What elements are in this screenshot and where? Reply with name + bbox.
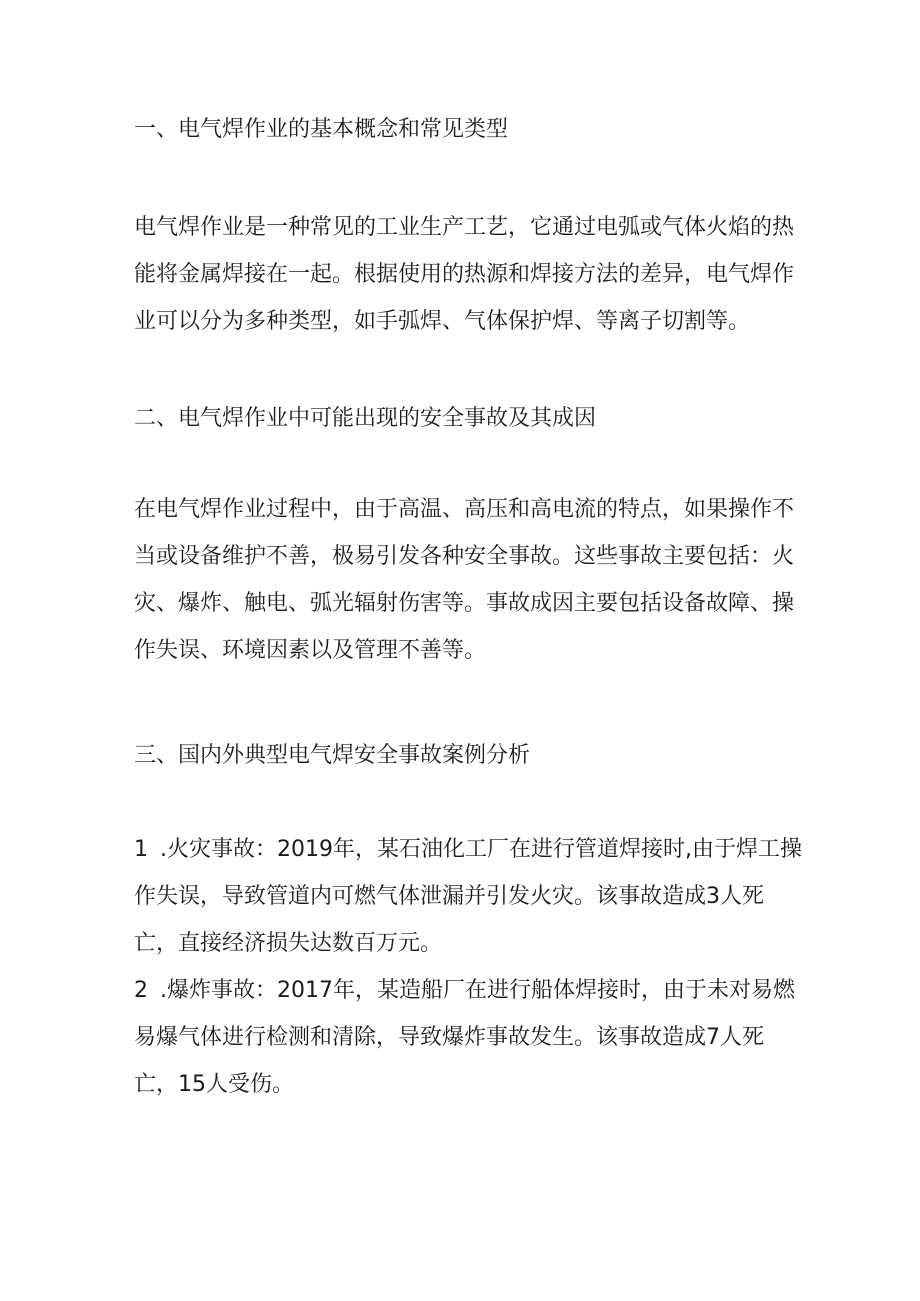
case-line: 亡，15人受伤。 xyxy=(134,1072,294,1097)
case-item-2 xyxy=(134,967,794,1108)
case-text: .火灾事故：2019年，某石油化工厂在进行管道焊接时,由于焊工操 xyxy=(160,837,802,862)
case-text: .爆炸事故：2017年，某造船厂在进行船体焊接时，由于未对易燃 xyxy=(160,978,795,1003)
case-item-1 xyxy=(134,826,802,967)
section-2-heading: 二、电气焊作业中可能出现的安全事故及其成因 xyxy=(134,406,597,431)
paragraph-line: 灾、爆炸、触电、弧光辐射伤害等。事故成因主要包括设备故障、操 xyxy=(134,591,795,616)
case-line: 亡，直接经济损失达数百万元。 xyxy=(134,931,443,956)
section-2-paragraph xyxy=(134,486,794,674)
paragraph-line: 业可以分为多种类型，如手弧焊、气体保护焊、等离子切割等。 xyxy=(134,309,751,334)
case-line xyxy=(134,826,802,873)
paragraph-line: 能将金属焊接在一起。根据使用的热源和焊接方法的差异，电气焊作 xyxy=(134,262,795,287)
section-1-paragraph xyxy=(134,204,794,345)
case-number: 2 xyxy=(134,978,148,1003)
paragraph-line: 电气焊作业是一种常见的工业生产工艺，它通过电弧或气体火焰的热 xyxy=(134,215,795,240)
case-line: 作失误，导致管道内可燃气体泄漏并引发火灾。该事故造成3人死 xyxy=(134,884,764,909)
section-1-heading: 一、电气焊作业的基本概念和常见类型 xyxy=(134,117,509,142)
paragraph-line: 当或设备维护不善，极易引发各种安全事故。这些事故主要包括：火 xyxy=(134,544,795,569)
paragraph-line: 作失误、环境因素以及管理不善等。 xyxy=(134,638,487,663)
paragraph-line: 在电气焊作业过程中，由于高温、高压和高电流的特点，如果操作不 xyxy=(134,497,795,522)
case-line xyxy=(134,967,794,1014)
case-number: 1 xyxy=(134,837,148,862)
case-line: 易爆气体进行检测和清除，导致爆炸事故发生。该事故造成7人死 xyxy=(134,1025,764,1050)
section-3-heading: 三、国内外典型电气焊安全事故案例分析 xyxy=(134,743,531,768)
